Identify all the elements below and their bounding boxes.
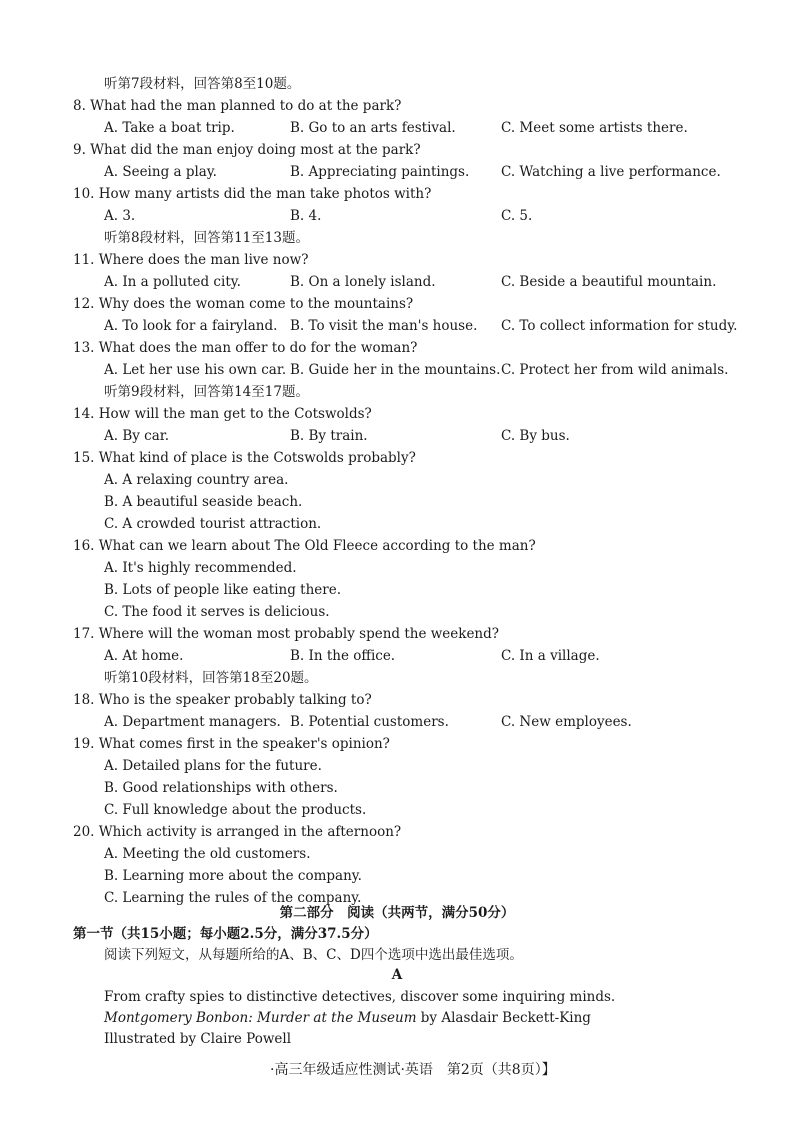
q16-option-c: C. The food it serves is delicious. <box>104 604 330 620</box>
q10-option-a: A. 3. <box>104 208 136 224</box>
q13-option-b: B. Guide her in the mountains. <box>290 362 501 378</box>
q15-option-b: B. A beautiful seaside beach. <box>104 494 303 510</box>
q9-option-a: A. Seeing a play. <box>104 164 217 180</box>
q18-option-c: C. New employees. <box>501 714 632 730</box>
question-15: 15. What kind of place is the Cotswolds probably? <box>73 450 416 466</box>
question-10: 10. How many artists did the man take photos with? <box>73 186 432 202</box>
q13-option-c: C. Protect her from wild animals. <box>501 362 729 378</box>
question-11: 11. Where does the man live now? <box>73 252 309 268</box>
page-footer: ·高三年级适应性测试·英语 第2页（共8页）】 <box>270 1062 556 1078</box>
q20-option-a: A. Meeting the old customers. <box>104 846 311 862</box>
question-20: 20. Which activity is arranged in the afternoon? <box>73 824 402 840</box>
book-entry <box>104 1009 591 1027</box>
section-7-instruction: 听第7段材料，回答第8至10题。 <box>104 76 301 92</box>
q14-option-b: B. By train. <box>290 428 368 444</box>
q20-option-c: C. Learning the rules of the company. <box>104 890 362 906</box>
question-9: 9. What did the man enjoy doing most at the park? <box>73 142 421 158</box>
book-author: by Alasdair Beckett-King <box>416 1010 591 1026</box>
section-10-instruction: 听第10段材料，回答第18至20题。 <box>104 670 318 686</box>
q12-option-b: B. To visit the man's house. <box>290 318 478 334</box>
reading-instruction: 阅读下列短文，从每题所给的A、B、C、D四个选项中选出最佳选项。 <box>104 947 523 963</box>
part-2-heading: 第二部分 阅读（共两节，满分50分） <box>279 905 515 921</box>
section-9-instruction: 听第9段材料，回答第14至17题。 <box>104 384 309 400</box>
illustrator-line: Illustrated by Claire Powell <box>104 1031 292 1047</box>
q12-option-a: A. To look for a fairyland. <box>104 318 278 334</box>
passage-label: A <box>391 967 403 983</box>
question-14: 14. How will the man get to the Cotswolds? <box>73 406 372 422</box>
q15-option-c: C. A crowded tourist attraction. <box>104 516 322 532</box>
q18-option-a: A. Department managers. <box>104 714 281 730</box>
question-19: 19. What comes first in the speaker's opinion? <box>73 736 390 752</box>
q14-option-c: C. By bus. <box>501 428 570 444</box>
q20-option-b: B. Learning more about the company. <box>104 868 362 884</box>
q11-option-a: A. In a polluted city. <box>104 274 241 290</box>
q9-option-b: B. Appreciating paintings. <box>290 164 470 180</box>
q8-option-c: C. Meet some artists there. <box>501 120 688 136</box>
q12-option-c: C. To collect information for study. <box>501 318 738 334</box>
q16-option-b: B. Lots of people like eating there. <box>104 582 342 598</box>
question-12: 12. Why does the woman come to the mountains? <box>73 296 414 312</box>
q19-option-a: A. Detailed plans for the future. <box>104 758 322 774</box>
question-8: 8. What had the man planned to do at the park? <box>73 98 402 114</box>
book-title: Montgomery Bonbon: Murder at the Museum <box>104 1010 417 1026</box>
q17-option-c: C. In a village. <box>501 648 600 664</box>
q19-option-b: B. Good relationships with others. <box>104 780 338 796</box>
q18-option-b: B. Potential customers. <box>290 714 449 730</box>
q13-option-a: A. Let her use his own car. <box>104 362 287 378</box>
question-18: 18. Who is the speaker probably talking to? <box>73 692 372 708</box>
section-8-instruction: 听第8段材料，回答第11至13题。 <box>104 230 309 246</box>
section-1-heading: 第一节（共15小题；每小题2.5分，满分37.5分） <box>73 926 378 942</box>
q10-option-c: C. 5. <box>501 208 533 224</box>
q17-option-b: B. In the office. <box>290 648 396 664</box>
q11-option-b: B. On a lonely island. <box>290 274 436 290</box>
q8-option-a: A. Take a boat trip. <box>104 120 235 136</box>
passage-intro: From crafty spies to distinctive detectives, discover some inquiring minds. <box>104 989 616 1005</box>
q16-option-a: A. It's highly recommended. <box>104 560 297 576</box>
q10-option-b: B. 4. <box>290 208 322 224</box>
q15-option-a: A. A relaxing country area. <box>104 472 289 488</box>
q19-option-c: C. Full knowledge about the products. <box>104 802 367 818</box>
q17-option-a: A. At home. <box>104 648 184 664</box>
q11-option-c: C. Beside a beautiful mountain. <box>501 274 717 290</box>
q8-option-b: B. Go to an arts festival. <box>290 120 456 136</box>
question-17: 17. Where will the woman most probably spend the weekend? <box>73 626 500 642</box>
question-13: 13. What does the man offer to do for the woman? <box>73 340 418 356</box>
q14-option-a: A. By car. <box>104 428 170 444</box>
q9-option-c: C. Watching a live performance. <box>501 164 721 180</box>
question-16: 16. What can we learn about The Old Fleece according to the man? <box>73 538 536 554</box>
